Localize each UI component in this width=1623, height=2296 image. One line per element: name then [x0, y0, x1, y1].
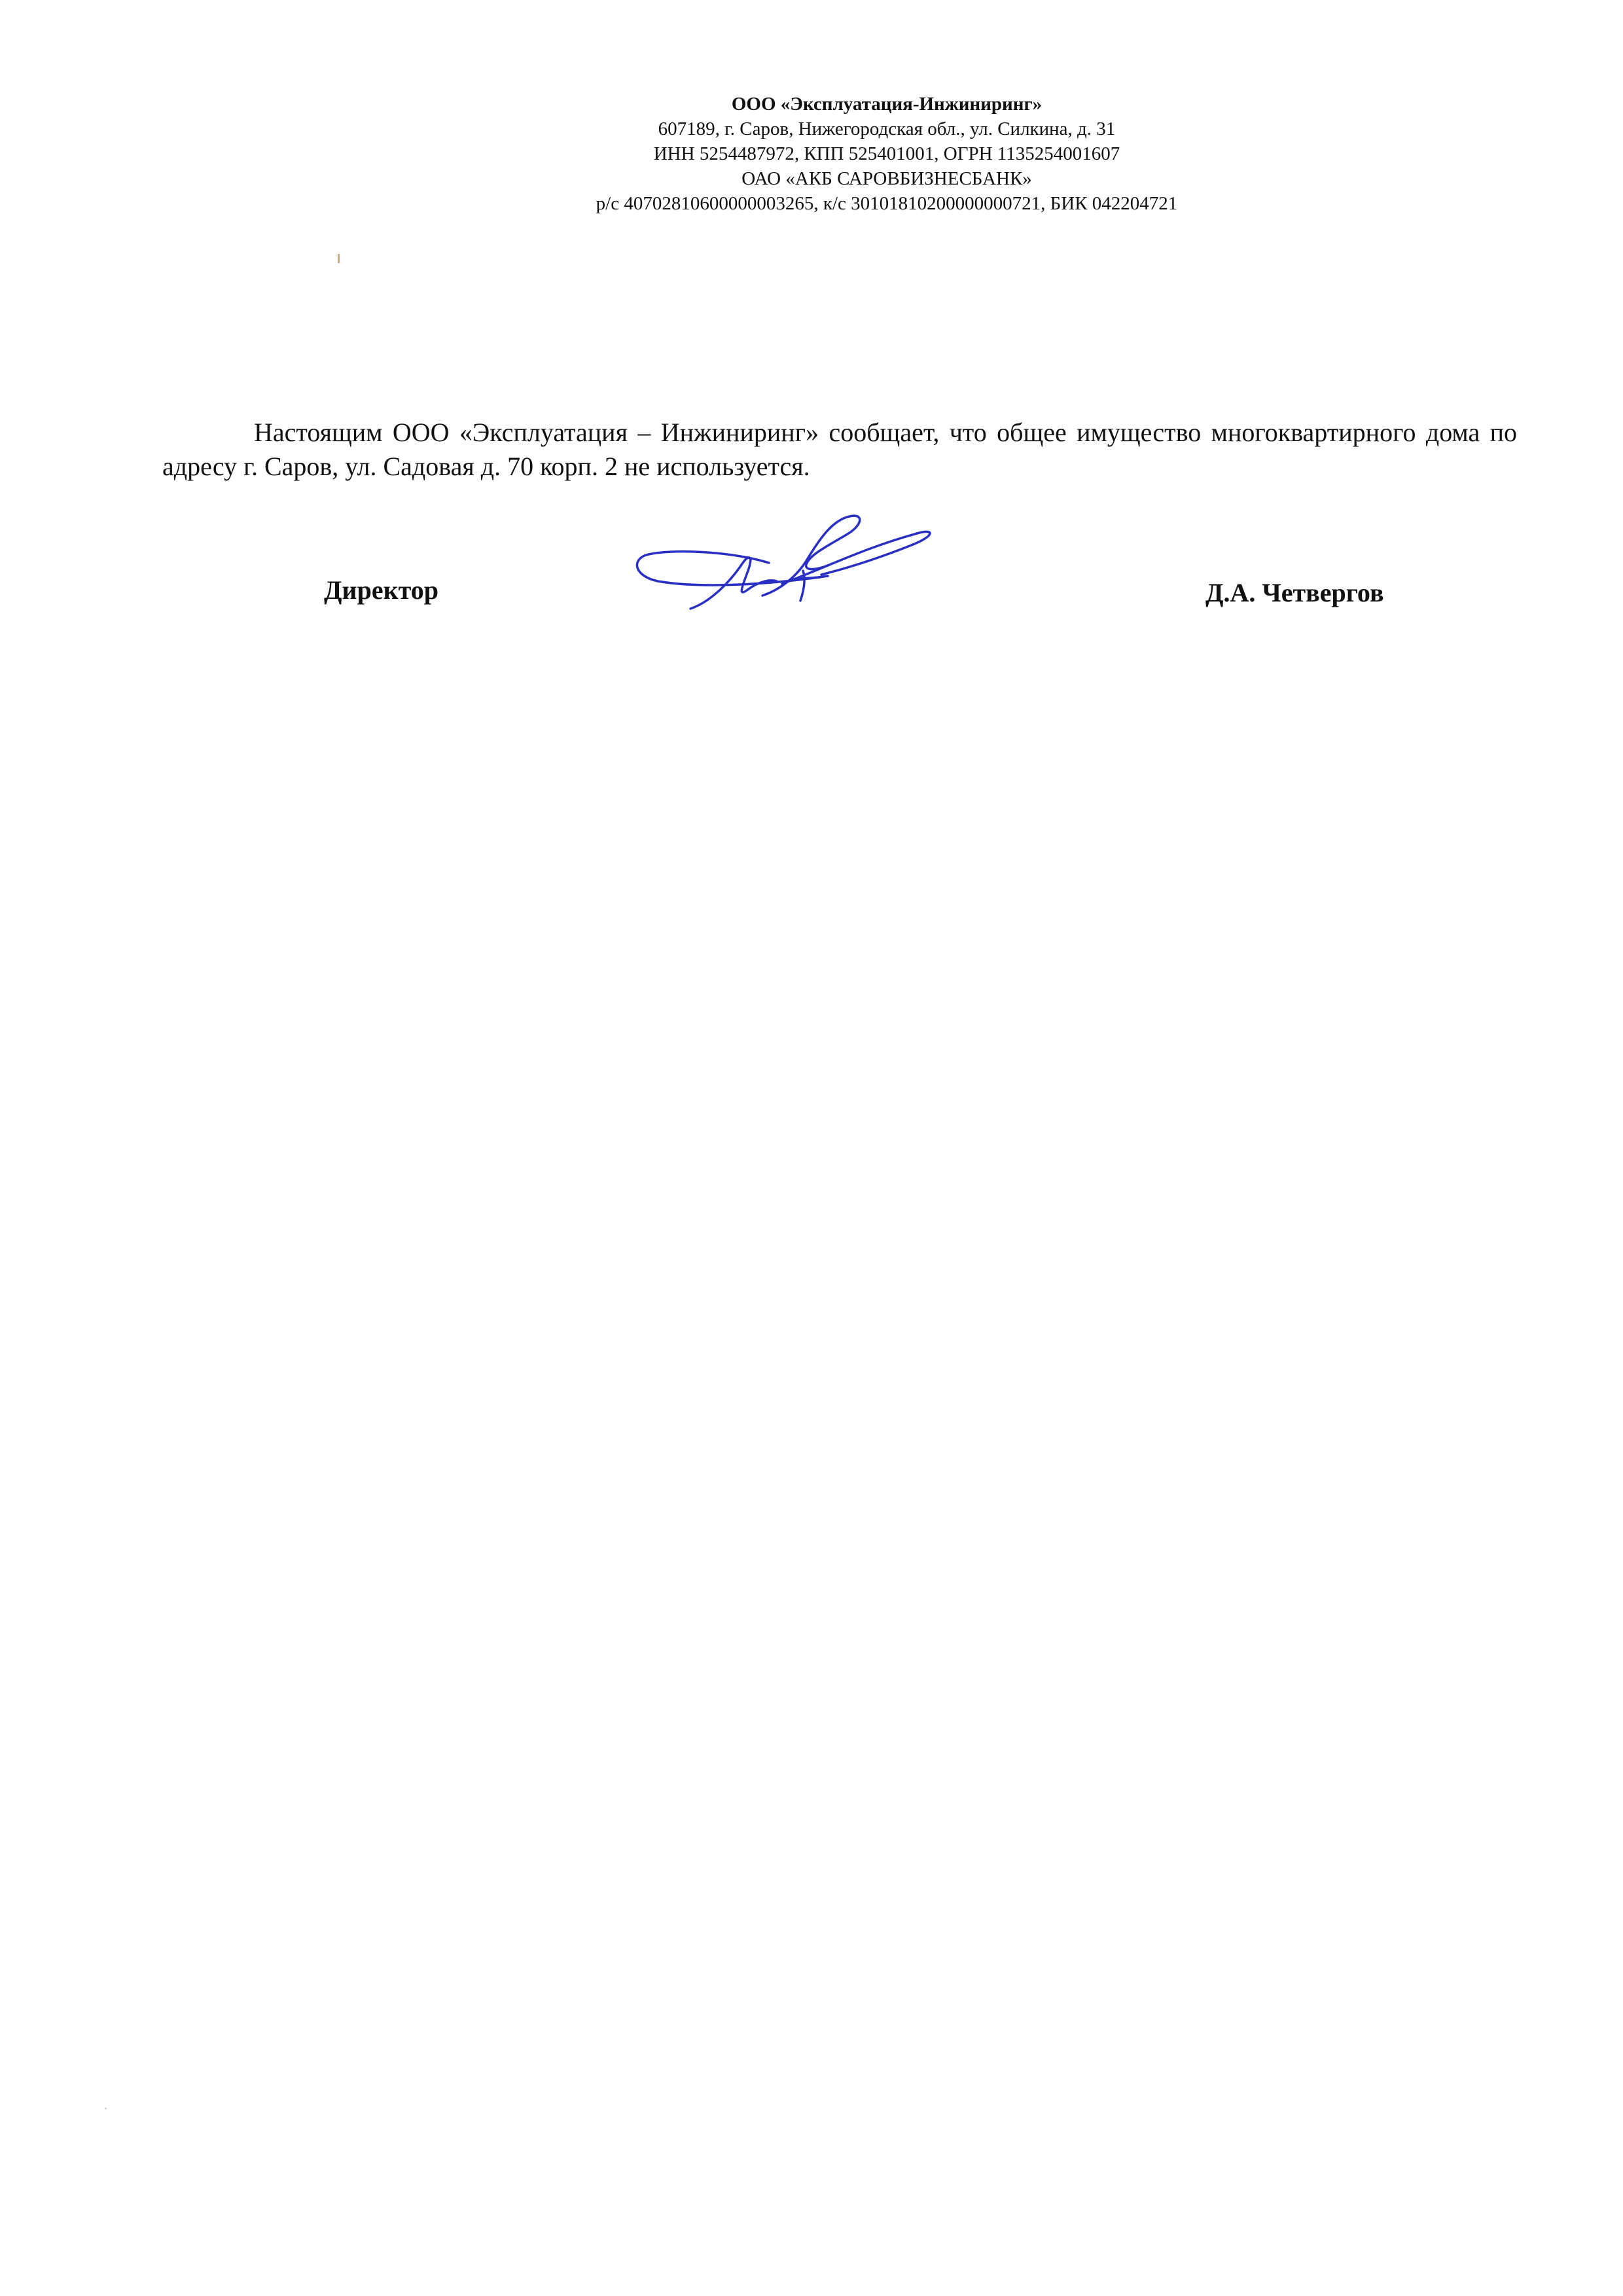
- organization-registration: ИНН 5254487972, КПП 525401001, ОГРН 1135254001607: [653, 143, 1120, 164]
- signature-loop-stroke: [637, 552, 828, 585]
- signer-position: Директор: [324, 575, 438, 605]
- signature-crossbar-stroke: [798, 577, 820, 579]
- signature-letter-stroke: [762, 516, 860, 596]
- letterhead: [0, 92, 1623, 216]
- organization-name: ООО «Эксплуатация-Инжиниринг»: [731, 94, 1043, 115]
- scan-speck: [338, 254, 340, 263]
- notice-paragraph: Настоящим ООО «Эксплуатация – Инжиниринг» сообщает, что общее имущество многоквартирного дома по адресу г. Саров, ул. Садовая д. 70 корп. 2 не используется.: [162, 418, 1517, 481]
- organization-accounts: р/с 40702810600000003265, к/с 30101810200000000721, БИК 042204721: [596, 193, 1178, 214]
- handwritten-signature: [632, 511, 939, 625]
- organization-address: 607189, г. Саров, Нижегородская обл., ул. Силкина, д. 31: [658, 118, 1116, 139]
- scan-dot: [105, 2108, 107, 2109]
- signer-name: Д.А. Четвергов: [1205, 578, 1384, 607]
- organization-bank: ОАО «АКБ САРОВБИЗНЕСБАНК»: [741, 168, 1032, 189]
